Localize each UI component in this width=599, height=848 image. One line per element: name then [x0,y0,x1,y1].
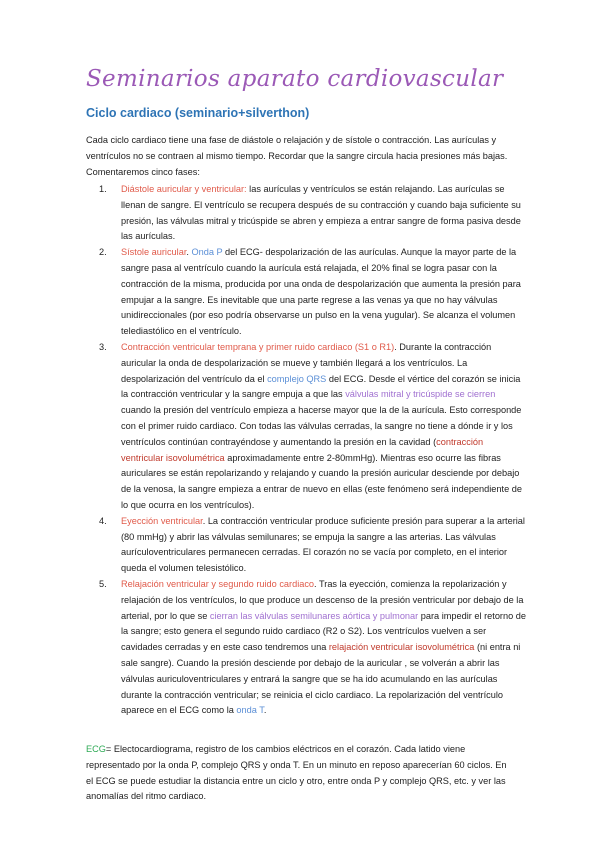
phase-text: . Tras la eyección, comienza la repolarización y relajación de los ventrículos, lo que produce un descenso de la presión ventricular por debajo de la arterial, por lo que se [121,578,524,621]
valve-term: válvulas mitral y tricúspide se cierren [345,389,496,400]
phase-text: . La contracción ventricular produce suficiente presión para superar a la arterial (80 mmHg) y abrir las válvulas semilunares; se empuja la sangre a las arterias. Las válvulas aurículoventriculares permanecen cerradas. El corazón no se vacía por completo, en el interior queda el volumen telesistólico. [121,515,525,574]
list-item [86,577,526,719]
ecg-definition: = Electocardiograma, registro de los cambios eléctricos en el corazón. Cada latido viene representado por la onda P, complejo QRS y onda T. En un minuto en reposo aparecerían 60 ciclos. En el ECG se puede estudiar la distancia entre un ciclo y otro, entre onda P y complejo QRS, etc. y ver las anomalías del ritmo cardiaco. [86,744,507,802]
list-number: 2. [99,247,107,258]
phase-title: Relajación ventricular y segundo ruido cardiaco [121,578,315,589]
phase-title: Diástole auricular y ventricular: [121,184,247,194]
ecg-label: ECG [86,744,106,754]
phase-text: (ni entra ni sale sangre). Cuando la presión desciende por debajo de la auricular , se volverán a abrir las válvulas auriculoventriculares y entrará la sangre que se ha ido acumulando en las aurículas durante la contracción ventricular; se reinicia el ciclo cardiaco. La repolarización del ventrículo aparece en el ECG como la [121,642,521,716]
list-number: 1. [99,184,107,194]
phase-text: aproximadamente entre 2-80mmHg). Mientras eso ocurre las fibras auriculares se están repolarizando y relajando y cuando la presión auricular desciende por debajo de la venosa, la sangre empieza a entrar de nuevo en ellas (este fenómeno será independiente de lo que ocurra en los ventrículos). [121,452,522,510]
ecg-term: onda T [236,705,264,716]
isovolumetric-term: contracción ventricular isovolumétrica [121,436,484,463]
page-title: Seminarios aparato cardiovascular [86,66,504,92]
list-item [86,340,526,514]
list-item [86,514,526,577]
list-number: 3. [99,341,107,352]
phase-title: Sístole auricular [121,247,187,258]
phase-text: . Durante la contracción auricular la onda de despolarización se mueve y también llegará a los ventrículos. La despolarización del ventrículo da el [121,341,492,384]
phase-text: del ECG. Desde el vértice del corazón se inicia la contracción ventricular y la sangre empuja a que las [121,373,521,400]
intro-paragraph: Cada ciclo cardiaco tiene una fase de diástole o relajación y de sístole o contracción. Las aurículas y ventrículos no se contraen al mismo tiempo. Recordar que la sangre circula hacia presiones más bajas. Comentaremos cinco fases: [86,135,508,177]
list-number: 4. [99,515,107,526]
ecg-paragraph [86,742,516,805]
isovolumetric-term: relajación ventricular isovolumétrica [328,642,475,653]
valve-term: cierran las válvulas semilunares aórtica y pulmonar [209,610,419,621]
list-item [86,182,526,245]
ecg-term: complejo QRS [267,373,327,384]
phase-text: del ECG- despolarización de las aurículas. Aunque la mayor parte de la sangre pasa al ventrículo cuando la aurícula está relajada, el 20% final se logra pasar con la contracción de la misma, producida por una onda de despolarización que aumenta la presión para empujar a la sangre. Es inevitable que una parte regrese a las venas ya que no hay válvulas unidireccionales (por eso podría observarse un pulso en la vena yugular). Se alcanza el volumen telediastólico en el ventrículo. [121,247,521,337]
ecg-term: Onda P [191,247,223,258]
list-number: 5. [99,578,107,589]
phase-text: . [263,705,267,716]
phase-text: . [186,247,192,258]
phase-title: Eyección ventricular [121,515,203,526]
phase-text: cuando la presión del ventrículo empieza a hacerse mayor que la de la aurícula. Esto corresponde con el primer ruido cardiaco. Con todas las válvulas cerradas, la sangre no tiene a dónde ir y los ventrículos continúan contrayéndose y aumentando la presión en la cavidad ( [121,405,522,447]
phase-text: para impedir el retorno de la sangre; esto genera el segundo ruido cardiaco (R2 o S2). Los ventrículos vuelven a ser cavidades cerradas y en este caso tendremos una [121,610,526,653]
phase-title: Contracción ventricular temprana y primer ruido cardiaco (S1 o R1) [121,341,395,352]
phases-list [86,182,526,719]
list-item [86,245,526,340]
phase-text: las aurículas y ventrículos se están relajando. Las aurículas se llenan de sangre. El ventrículo se recupera después de su contracción y cuando baja suficiente su presión, las válvulas mitral y tricúspide se abren y empieza a entrar sangre de forma pasiva desde las aurículas. [121,184,521,242]
section-heading: Ciclo cardiaco (seminario+silverthon) [86,106,310,120]
